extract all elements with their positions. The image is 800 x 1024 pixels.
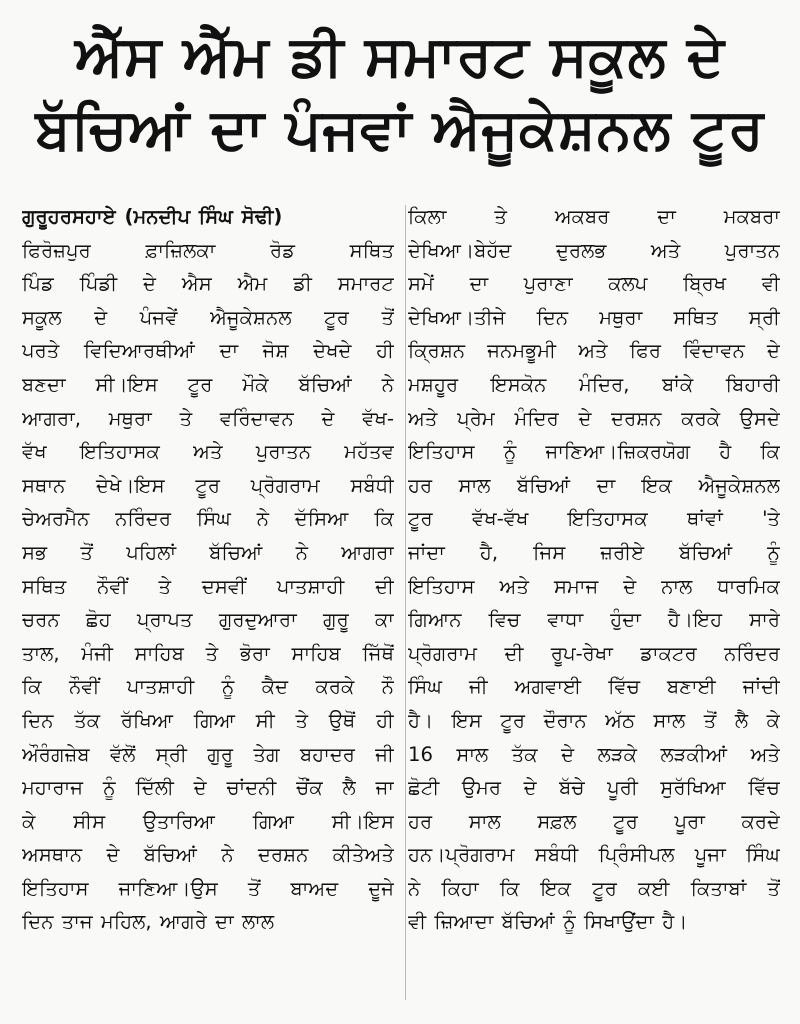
text-line: ਕਿਲਾ ਤੇ ਅਕਬਰ ਦਾ ਮਕਬਰਾ xyxy=(408,205,780,228)
text-line: ਇਤਿਹਾਸ ਜਾਣਿਆ।ਉਸ ਤੋਂ ਬਾਅਦ ਦੂਜੇ xyxy=(22,876,394,900)
text-line: ਕਿ ਨੌਵੀਂ ਪਾਤਸ਼ਾਹੀ ਨੂੰ ਕੈਦ ਕਰਕੇ ਨੌ xyxy=(22,675,394,699)
text-line: ਪਰਤੇ ਵਿਦਿਆਰਥੀਆਂ ਦਾ ਜੋਸ਼ ਦੇਖਦੇ ਹੀ xyxy=(22,339,394,363)
headline-line-2: ਬੱਚਿਆਂ ਦਾ ਪੰਜਵਾਂ ਐਜੂਕੇਸ਼ਨਲ ਟੂਰ xyxy=(35,97,765,162)
text-line: ਦਿਨ ਤਾਜ ਮਹਿਲ, ਆਗਰੇ ਦਾ ਲਾਲ xyxy=(22,910,275,934)
byline: ਗੁਰੂਹਰਸਹਾਏ (ਮਨਦੀਪ ਸਿੰਘ ਸੋਢੀ) xyxy=(22,205,283,228)
right-column xyxy=(408,200,780,1006)
text-line: ਚੇਅਰਮੈਨ ਨਰਿੰਦਰ ਸਿੰਘ ਨੇ ਦੱਸਿਆ ਕਿ xyxy=(22,507,394,531)
text-line: ਅਸਥਾਨ ਦੇ ਬੱਚਿਆਂ ਨੇ ਦਰਸ਼ਨ ਕੀਤੇਅਤੇ xyxy=(22,843,394,867)
text-line: ਹਰ ਸਾਲ ਸਫ਼ਲ ਟੂਰ ਪੂਰਾ ਕਰਦੇ xyxy=(408,809,780,833)
text-line: ਹੈ। ਇਸ ਟੂਰ ਦੌਰਾਨ ਅੱਠ ਸਾਲ ਤੋਂ ਲੈ ਕੇ xyxy=(408,708,780,732)
text-line: ਦਿਨ ਤੱਕ ਰੱਖਿਆ ਗਿਆ ਸੀ ਤੇ ਉਥੋਂ ਹੀ xyxy=(22,708,394,732)
text-line: ਮਹਾਰਾਜ ਨੂੰ ਦਿੱਲੀ ਦੇ ਚਾਂਦਨੀ ਚੌਂਕ ਲੈ ਜਾ xyxy=(22,776,394,800)
text-line: ਸਕੂਲ ਦੇ ਪੰਜਵੇਂ ਐਜੂਕੇਸ਼ਨਲ ਟੂਰ ਤੋਂ xyxy=(22,305,394,329)
text-line: ਨੇ ਕਿਹਾ ਕਿ ਇਕ ਟੂਰ ਕਈ ਕਿਤਾਬਾਂ ਤੋਂ xyxy=(408,876,780,900)
article-headline xyxy=(0,22,800,168)
text-line: ਔਰੰਗਜ਼ੇਬ ਵੱਲੋਂ ਸ੍ਰੀ ਗੁਰੂ ਤੇਗ ਬਹਾਦਰ ਜੀ xyxy=(22,742,394,766)
text-line: ਸਿੰਘ ਜੀ ਅਗਵਾਈ ਵਿੱਚ ਬਣਾਈ ਜਾਂਦੀ xyxy=(408,675,780,699)
text-line: ਇਤਿਹਾਸ ਅਤੇ ਸਮਾਜ ਦੇ ਨਾਲ ਧਾਰਮਿਕ xyxy=(408,574,780,598)
headline-line-1: ਐੱਸ ਐੱਮ ਡੀ ਸਮਾਰਟ ਸਕੂਲ ਦੇ xyxy=(74,24,726,89)
text-line: ਚਰਨ ਛੋਹ ਪ੍ਰਾਪਤ ਗੁਰਦੁਆਰਾ ਗੁਰੂ ਕਾ xyxy=(22,608,394,632)
text-line: ਦੇਖਿਆ।ਤੀਜੇ ਦਿਨ ਮਥੁਰਾ ਸਥਿਤ ਸ੍ਰੀ xyxy=(408,305,780,329)
text-line: ਇਤਿਹਾਸ ਨੂੰ ਜਾਣਿਆ।ਜ਼ਿਕਰਯੋਗ ਹੈ ਕਿ xyxy=(408,440,780,464)
text-line: ਛੋਟੀ ਉਮਰ ਦੇ ਬੱਚੇ ਪੂਰੀ ਸੁਰੱਖਿਆ ਵਿੱਚ xyxy=(408,776,780,800)
left-column xyxy=(22,200,394,1006)
text-line: ਜਾਂਦਾ ਹੈ, ਜਿਸ ਜ਼ਰੀਏ ਬੱਚਿਆਂ ਨੂੰ xyxy=(408,540,780,564)
text-line: ਹਨ।ਪ੍ਰੋਗਰਾਮ ਸਬੰਧੀ ਪ੍ਰਿੰਸੀਪਲ ਪੂਜਾ ਸਿੰਘ xyxy=(408,843,780,867)
text-line: ਸਭ ਤੋਂ ਪਹਿਲਾਂ ਬੱਚਿਆਂ ਨੇ ਆਗਰਾ xyxy=(22,540,394,564)
text-line: ਕ੍ਰਿਸ਼ਨ ਜਨਮਭੂਮੀ ਅਤੇ ਫਿਰ ਵਿੰਦਾਵਨ ਦੇ xyxy=(408,339,780,363)
text-line: ਗਿਆਨ ਵਿਚ ਵਾਧਾ ਹੁੰਦਾ ਹੈ।ਇਹ ਸਾਰੇ xyxy=(408,608,780,632)
text-line: ਟੂਰ ਵੱਖ-ਵੱਖ ਇਤਿਹਾਸਕ ਥਾਂਵਾਂ 'ਤੇ xyxy=(408,507,780,531)
text-line: ਹਰ ਸਾਲ ਬੱਚਿਆਂ ਦਾ ਇਕ ਐਜੂਕੇਸ਼ਨਲ xyxy=(408,473,780,497)
text-line: ਵੀ ਜ਼ਿਆਦਾ ਬੱਚਿਆਂ ਨੂੰ ਸਿਖਾਉਂਦਾ ਹੈ। xyxy=(408,910,688,934)
text-line: ਬਣਦਾ ਸੀ।ਇਸ ਟੂਰ ਮੌਕੇ ਬੱਚਿਆਂ ਨੇ xyxy=(22,372,394,396)
text-line: ਤਾਲ, ਮੰਜੀ ਸਾਹਿਬ ਤੇ ਭੋਰਾ ਸਾਹਿਬ ਜਿੱਥੋਂ xyxy=(22,641,394,665)
text-line: ਦੇਖਿਆ।ਬੇਹੱਦ ਦੁਰਲਭ ਅਤੇ ਪੁਰਾਤਨ xyxy=(408,238,780,262)
text-line: ਪ੍ਰੋਗਰਾਮ ਦੀ ਰੂਪ-ਰੇਖਾ ਡਾਕਟਰ ਨਰਿੰਦਰ xyxy=(408,641,780,665)
text-line: 16 ਸਾਲ ਤੱਕ ਦੇ ਲੜਕੇ ਲੜਕੀਆਂ ਅਤੇ xyxy=(408,742,780,766)
text-line: ਸਮੇਂ ਦਾ ਪੁਰਾਣਾ ਕਲਪ ਬ੍ਰਿਖ ਵੀ xyxy=(408,272,780,296)
text-line: ਮਸ਼ਹੂਰ ਇਸਕੋਨ ਮੰਦਿਰ, ਬਾਂਕੇ ਬਿਹਾਰੀ xyxy=(408,372,780,396)
text-line: ਪਿੰਡ ਪਿੰਡੀ ਦੇ ਐਸ ਐਮ ਡੀ ਸਮਾਰਟ xyxy=(22,272,394,296)
text-line: ਅਤੇ ਪ੍ਰੇਮ ਮੰਦਿਰ ਦੇ ਦਰਸ਼ਨ ਕਰਕੇ ਉਸਦੇ xyxy=(408,406,780,430)
article-body xyxy=(22,200,780,1006)
text-line: ਆਗਰਾ, ਮਥੁਰਾ ਤੇ ਵਰਿੰਦਾਵਨ ਦੇ ਵੱਖ- xyxy=(22,406,394,430)
text-line: ਕੇ ਸੀਸ ਉਤਾਰਿਆ ਗਿਆ ਸੀ।ਇਸ xyxy=(22,809,394,833)
text-line: ਸਥਿਤ ਨੌਵੀਂ ਤੇ ਦਸਵੀਂ ਪਾਤਸ਼ਾਹੀ ਦੀ xyxy=(22,574,394,598)
text-line: ਵੱਖ ਇਤਿਹਾਸਕ ਅਤੇ ਪੁਰਾਤਨ ਮਹੱਤਵ xyxy=(22,440,394,464)
text-line: ਸਥਾਨ ਦੇਖੇ।ਇਸ ਟੂਰ ਪ੍ਰੋਗਰਾਮ ਸਬੰਧੀ xyxy=(22,473,394,497)
text-line: ਫਿਰੋਜ਼ਪੁਰ ਫ਼ਾਜ਼ਿਲਕਾ ਰੋਡ ਸਥਿਤ xyxy=(22,238,394,262)
